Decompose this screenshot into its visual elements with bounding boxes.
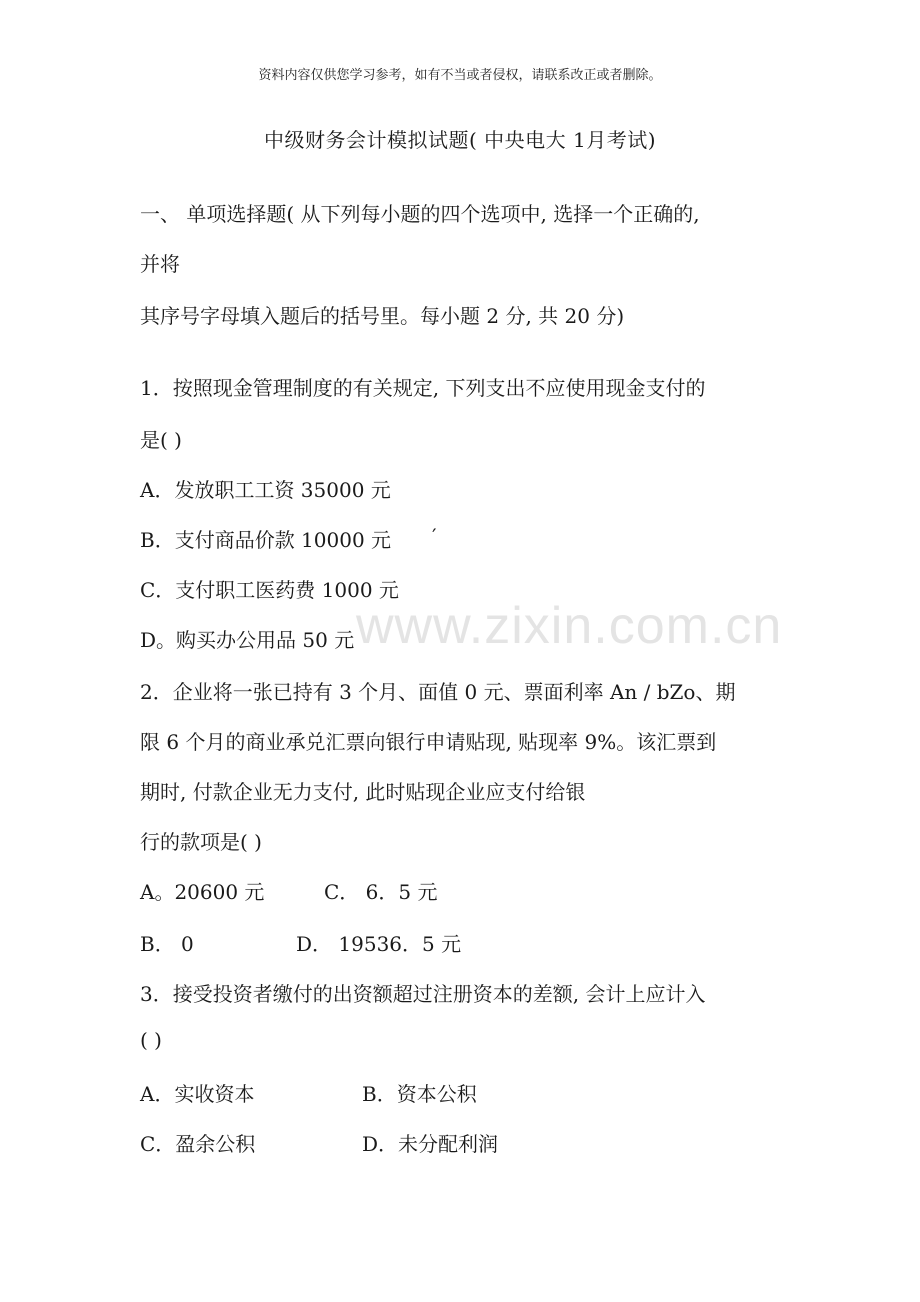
q3-stem-line-2: ( ) — [140, 1028, 162, 1052]
q3-option-b: B．资本公积 — [362, 1082, 477, 1106]
section-heading-line-1: 一、 单项选择题( 从下列每小题的四个选项中, 选择一个正确的, — [140, 202, 700, 226]
watermark: www.zixin.com.cn — [356, 597, 783, 655]
q3-option-c: C．盈余公积 — [140, 1132, 256, 1156]
q2-stem-line-2: 限 6 个月的商业承兑汇票向银行申请贴现, 贴现率 9%。该汇票到 — [140, 730, 717, 754]
q1-option-a: A．发放职工工资 35000 元 — [140, 478, 391, 502]
q3-option-d: D．未分配利润 — [362, 1132, 499, 1156]
copyright-notice: 资料内容仅供您学习参考，如有不当或者侵权，请联系改正或者删除。 — [258, 68, 662, 83]
page-title: 中级财务会计模拟试题( 中央电大 1月考试) — [263, 128, 657, 152]
q3-stem-line-1: 3．接受投资者缴付的出资额超过注册资本的差额, 会计上应计入 — [140, 982, 706, 1006]
q2-option-b: B． 0 — [140, 932, 194, 956]
stray-mark: ′ — [432, 524, 437, 548]
q2-option-c: C． 6．5 元 — [324, 880, 438, 904]
q1-option-b: B．支付商品价款 10000 元 — [140, 528, 392, 552]
q2-stem-line-4: 行的款项是( ) — [140, 830, 262, 854]
q2-option-a: A。20600 元 — [140, 880, 265, 904]
q2-stem-line-1: 2．企业将一张已持有 3 个月、面值 0 元、票面利率 An / bZo、期 — [140, 680, 736, 704]
q3-option-a: A．实收资本 — [140, 1082, 255, 1106]
q1-option-c: C．支付职工医药费 1000 元 — [140, 578, 399, 602]
q1-stem-line-1: 1．按照现金管理制度的有关规定, 下列支出不应使用现金支付的 — [140, 376, 706, 400]
q1-stem-line-2: 是( ) — [140, 428, 182, 452]
q2-stem-line-3: 期时, 付款企业无力支付, 此时贴现企业应支付给银 — [140, 780, 586, 804]
section-heading-line-2: 并将 — [140, 252, 180, 276]
section-heading-line-3: 其序号字母填入题后的括号里。每小题 2 分, 共 20 分) — [140, 304, 625, 328]
q2-option-d: D． 19536．5 元 — [296, 932, 462, 956]
q1-option-d: D。购买办公用品 50 元 — [140, 628, 355, 652]
